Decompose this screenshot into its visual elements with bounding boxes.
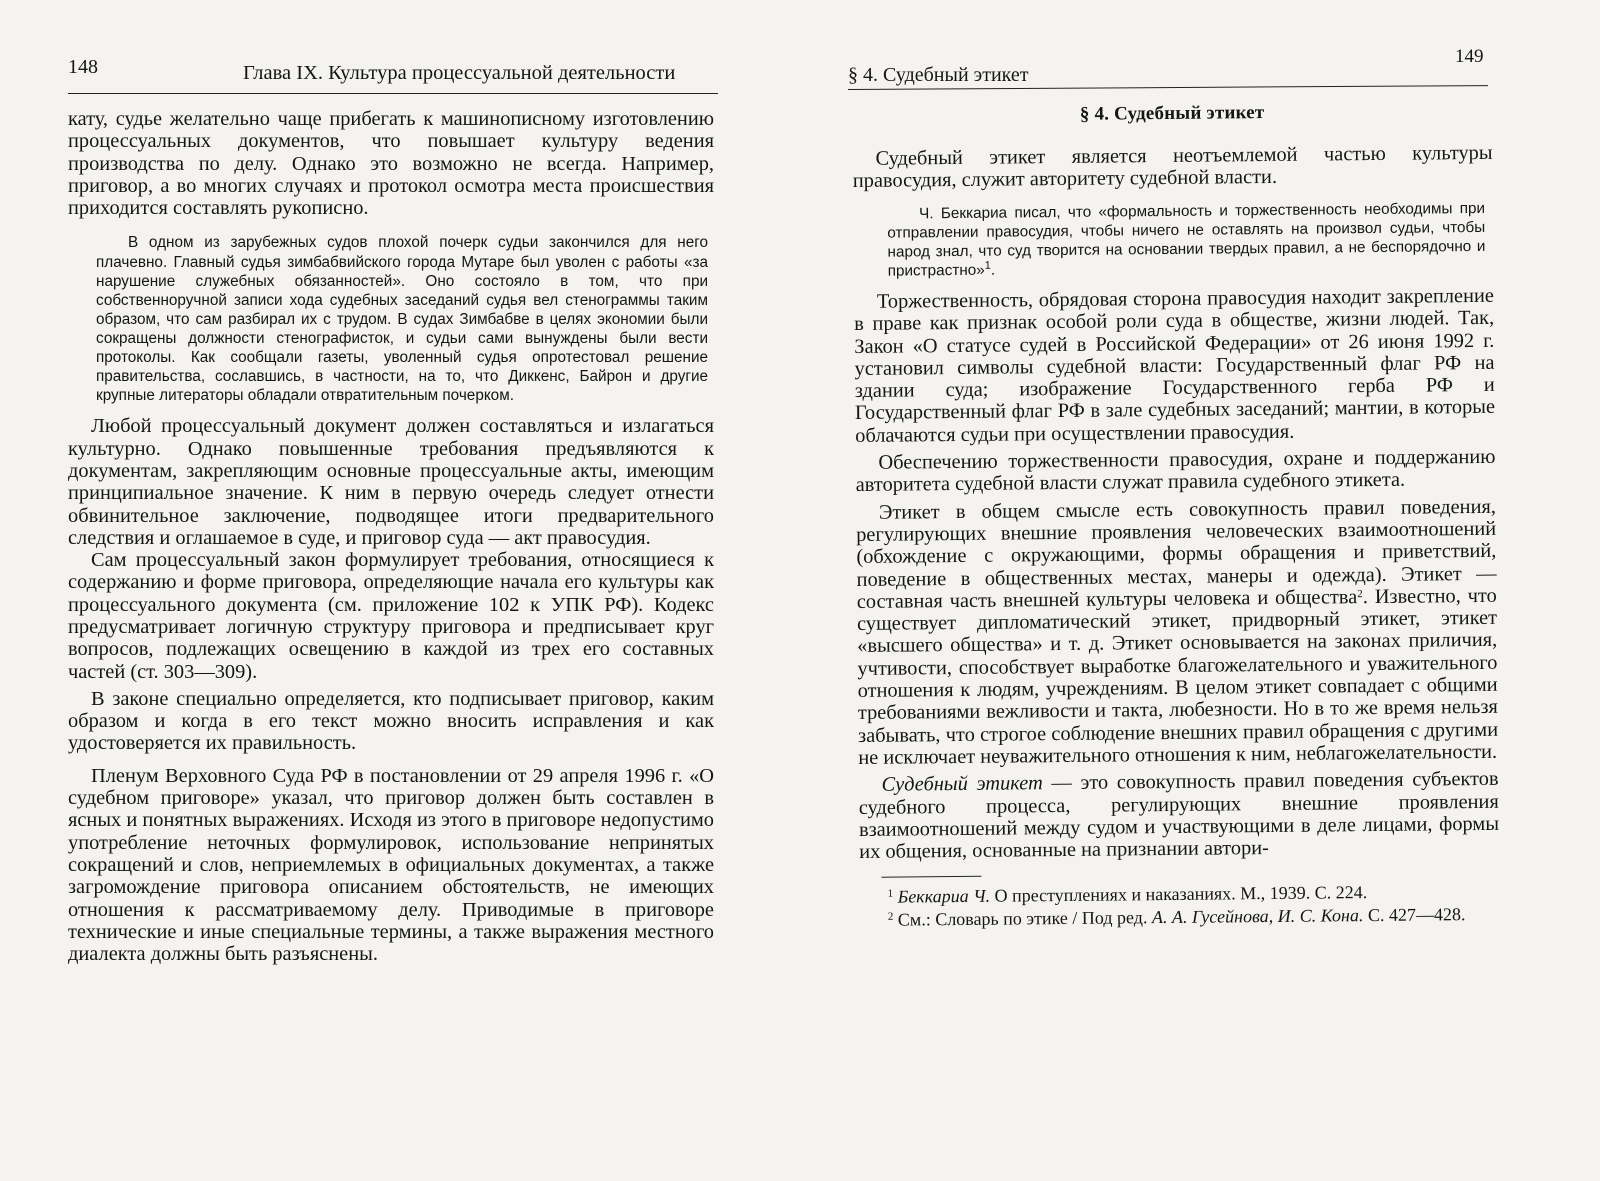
quote-paragraph: Ч. Беккариа писал, что «формальность и торжественность необходимы при отправлении правосудия, чтобы ничего не оставлять на произвол судьи, чтобы народ знал, что суд творится на основании твердых правил, а не беспорядочно и пристрастно»$^1$. — [887, 199, 1486, 280]
right-text-column — [852, 94, 1500, 932]
footnote-rule — [881, 876, 981, 878]
page-number: 149 — [1455, 46, 1484, 67]
paragraph: кату, судье желательно чаще прибегать к машинописному изготовлению процессуальных документов, что повышает культуру ведения производства по делу. Однако это возможно не всегда. Например, приговор, а во многих случаях и протокол осмотра места происшествия приходится составлять рукописно. — [68, 108, 714, 220]
paragraph: Любой процессуальный документ должен составляться и излагаться культурно. Однако повышенные требования предъявляются к документам, закрепляющим основные процессуальные акты, имеющим принципиальное значение. К ним в первую очередь следует отнести обвинительное заключение, подводящее итоги предварительного следствия и оглашаемое в суде, и приговор суда — акт правосудия. — [68, 415, 714, 549]
paragraph: Обеспечению торжественности правосудия, охране и поддержанию авторитета судебной власти служат правила судебного этикета. — [855, 445, 1496, 497]
term: Судебный этикет — [881, 772, 1043, 796]
paragraph: Торжественность, обрядовая сторона правосудия находит закрепление в праве как признак особой роли суда в обществе, жизни людей. Так, Закон «О статусе судей в Российской Федерации» от 26 июня 1992 г. установил символы судебной власти: Государственный флаг РФ на здании суда; изображение Государственного герба РФ и Государственный флаг РФ в зале судебных заседаний; мантии, в которые облачаются судьи при осуществлении правосудия. — [854, 284, 1496, 447]
right-page — [800, 0, 1600, 1181]
footnote-2: $^2$ См.: Словарь по этике / Под ред. А. А. Гусейнова, И. С. Кона. С. 427—428. — [887, 904, 1466, 931]
section-title: § 4. Судебный этикет — [1079, 102, 1265, 125]
footnote-1: $^1$ Беккариа Ч. О преступлениях и наказаниях. М., 1939. С. 224. — [887, 882, 1368, 907]
paragraph: Сам процессуальный закон формулирует требования, относящиеся к содержанию и форме приговора, определяющие начала его культуры как процессуального документа (см. приложение 102 к УПК РФ). Кодекс предусматривает логичную структуру приговора и предписывает круг вопросов, подлежащих освещению в каждой из трех его составных частей (ст. 303—309). — [68, 549, 714, 683]
header-rule — [68, 93, 718, 94]
running-head: Глава IX. Культура процессуальной деятельности — [243, 62, 676, 84]
note-paragraph: В одном из зарубежных судов плохой почерк судьи закончился для него плачевно. Главный судья зимбабвийского города Мутаре был уволен с работы «за нарушение служебных обязанностей». Оно состояло в том, что при собственноручной записи хода судебных заседаний судья вел стенограммы таким образом, что сам разбирал их с трудом. В судах Зимбабве в целях экономии были сокращены должности стенографисток, и судьи сами вынуждены были вести протоколы. Как сообщали газеты, уволенный судья опротестовал решение правительства, сославшись, в частности, на то, что Диккенс, Байрон и другие крупные литераторы обладали отвратительным почерком. — [96, 234, 708, 405]
footnote-ref[interactable]: 1 — [984, 259, 991, 272]
page-number: 148 — [68, 56, 98, 78]
paragraph: В законе специально определяется, кто подписывает приговор, каким образом и когда в его текст можно вносить исправления и как удостоверяется их правильность. — [68, 687, 714, 755]
paragraph: Судебный этикет — это совокупность правил поведения субъектов судебного процесса, регулирующих внешние проявления взаимоотношений между судом и участвующими в деле лицами, формы их общения, основанные на признании автори- — [858, 768, 1500, 864]
paragraph: Пленум Верховного Суда РФ в постановлении от 29 апреля 1996 г. «О судебном приговоре» указал, что приговор должен быть составлен в ясных и понятных выражениях. Исходя из этого в приговоре недопустимо употребление неточных формулировок, использование непринятых сокращений и слов, неприемлемых в официальных документах, а также загромождение приговора описанием обстоятельств, не имеющих отношения к рассматриваемому делу. Приводимые в приговоре технические и иные специальные термины, а также выражения местного диалекта должны быть разъяснены. — [68, 764, 714, 966]
paragraph: Этикет в общем смысле есть совокупность правил поведения, регулирующих внешние проявления человеческих взаимоотношений (обхождение с окружающими, формы обращения и приветствий, поведение в общественных местах, манеры и одежда). Этикет — составная часть внешней культуры человека и общества$^2$. Известно, что существует дипломатический этикет, придворный этикет, этикет «высшего общества» и т. д. Этикет основывается на законах приличия, учтивости, способствует выработке благожелательного и уважительного отношения к людям, учреждениям. В целом этикет совпадает с общими требованиями вежливости и такта, любезности. Но в то же время нельзя забывать, что строгое соблюдение внешних правил обращения с другими не исключает неуважительного отношения к ним, неблагожелательности. — [856, 495, 1499, 769]
left-text-column — [68, 108, 714, 965]
running-head: § 4. Судебный этикет — [848, 64, 1029, 86]
paragraph: Судебный этикет является неотъемлемой частью культуры правосудия, служит авторитету судебной власти. — [852, 141, 1493, 193]
footnote-ref[interactable]: 2 — [1357, 587, 1363, 601]
